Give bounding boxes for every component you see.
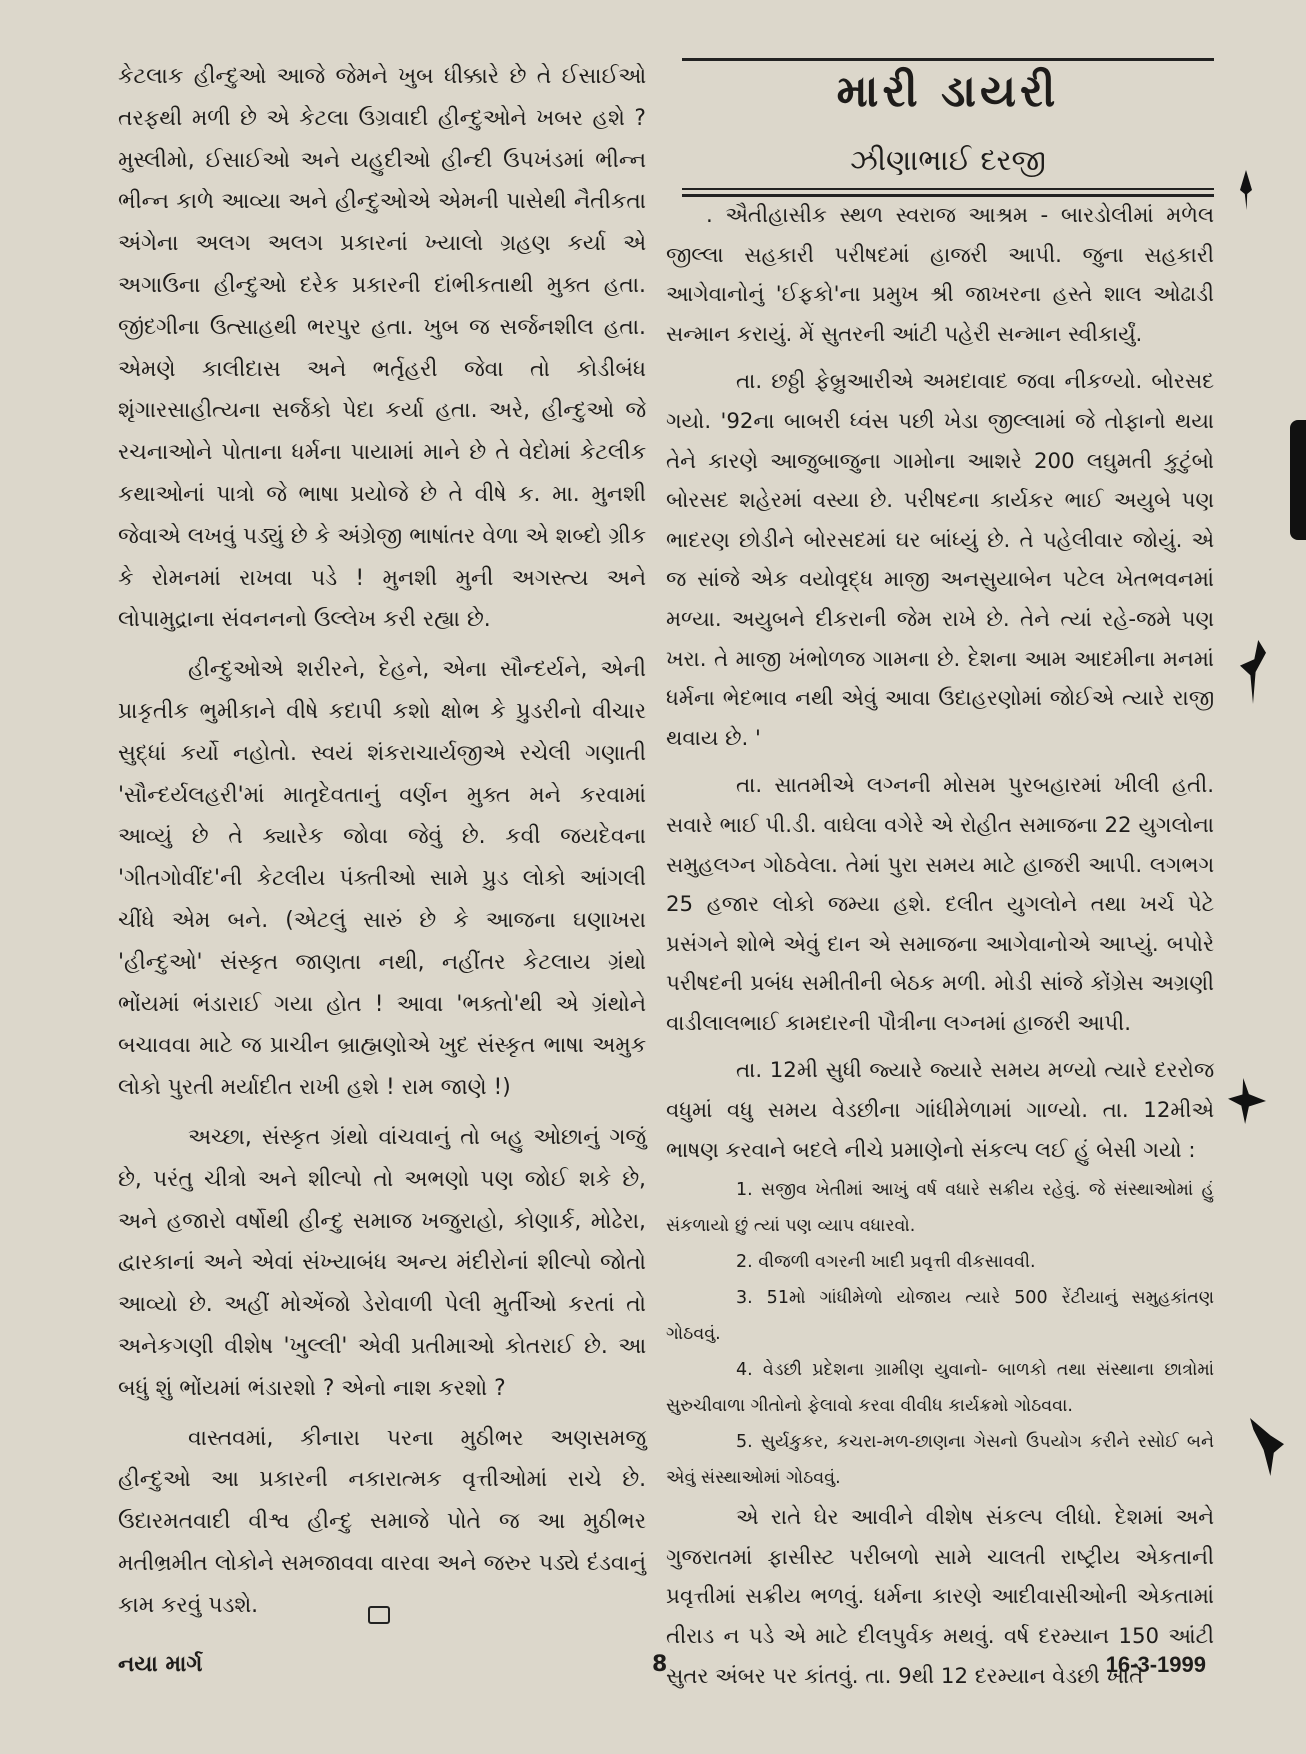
resolution-text: 4. વેડછી પ્રદેશના ગ્રામીણ યુવાનો- બાળકો તથા સંસ્થાના છાત્રોમાં સુરુચીવાળા ગીતોનો ફેલાવો કરવા વીવીધ કાર્યક્રમો ગોઠવવા. xyxy=(666,1360,1214,1417)
resolution-text: 3. 51મો ગાંધીમેળો યોજાય ત્યારે 500 રેંટીયાનું સમુહકાંતણ ગોઠવવું. xyxy=(666,1288,1214,1345)
diary-paragraph-1: . ઐતીહાસીક સ્થળ સ્વરાજ આશ્રમ - બારડોલીમાં મળેલ જીલ્લા સહકારી પરીષદમાં હાજરી આપી. જુના સહકારી આગેવાનોનું 'ઈફકો'ના પ્રમુખ શ્રી જાખરના હસ્તે શાલ ઓઢાડી સન્માન કરાયું. મેં સુતરની આંટી પહેરી સન્માન સ્વીકાર્યું. xyxy=(666,203,1214,347)
article-author: ઝીણાભાઈ દરજી xyxy=(850,143,1046,177)
edge-damage xyxy=(1290,420,1306,540)
resolution-item xyxy=(666,1352,1214,1424)
footer-page-number: 8 xyxy=(652,1652,668,1677)
footer-date: 16-3-1999 xyxy=(1105,1652,1206,1677)
article-end-mark xyxy=(368,1606,390,1624)
diary-paragraph-5: એ રાતે ઘેર આવીને વીશેષ સંકલ્પ લીધો. દેશમાં અને ગુજરાતમાં ફાસીસ્ટ પરીબળો સામે ચાલતી રાષ્ટ્રીય એકતાની પ્રવૃત્તીમાં સક્રીય ભળવું. ધર્મના કારણે આદીવાસીઓની એકતામાં તીરાડ ન પડે એ માટે દીલપુર્વક મથવું. વર્ષ દરમ્યાન 150 આંટી સુતર અંબર પર કાંતવું. તા. 9થી 12 દરમ્યાન વેડછી ખાતે xyxy=(666,1505,1214,1689)
header-rule-top xyxy=(682,58,1214,61)
left-paragraph-4: વાસ્તવમાં, કીનારા પરના મુઠીભર અણસમજુ હીન્દુઓ આ પ્રકારની નકારાત્મક વૃત્તીઓમાં રાચે છે. ઉદારમતવાદી વીશ્વ હીન્દુ સમાજે પોતે જ આ મુઠીભર મતીભ્રમીત લોકોને સમજાવવા વારવા અને જરુર પડ્યે દંડવાનું કામ કરવું પડશે. xyxy=(118,1425,646,1618)
right-column xyxy=(666,196,1214,1696)
resolution-item xyxy=(666,1172,1214,1244)
article-title: મારી ડાયરી xyxy=(836,66,1060,117)
left-column xyxy=(118,56,646,1626)
resolution-text: 1. સજીવ ખેતીમાં આખું વર્ષ વધારે સક્રીય રહેવું. જે સંસ્થાઓમાં હું સંકળાયો છું ત્યાં પણ વ્યાપ વધારવો. xyxy=(666,1180,1214,1237)
diary-paragraph-3: તા. સાતમીએ લગ્નની મોસમ પુરબહારમાં ખીલી હતી. સવારે ભાઈ પી.ડી. વાઘેલા વગેરે એ રોહીત સમાજના 22 યુગલોના સમુહલગ્ન ગોઠવેલા. તેમાં પુરા સમય માટે હાજરી આપી. લગભગ 25 હજાર લોકો જમ્યા હશે. દલીત યુગલોને તથા ખર્ચ પેટે પ્રસંગને શોભે એવું દાન એ સમાજના આગેવાનોએ આપ્યું. બપોરે પરીષદની પ્રબંધ સમીતીની બેઠક મળી. મોડી સાંજે કોંગ્રેસ અગ્રણી વાડીલાલભાઈ કામદારની પૌત્રીના લગ્નમાં હાજરી આપી. xyxy=(666,773,1214,1036)
resolution-text: 2. વીજળી વગરની ખાદી પ્રવૃત્તી વીકસાવવી. xyxy=(736,1252,1036,1273)
left-paragraph-2: હીન્દુઓએ શરીરને, દેહને, એના સૌન્દર્યને, એની પ્રાકૃતીક ભુમીકાને વીષે કદાપી કશો ક્ષોભ કે પ્રુડરીનો વીચાર સુદ્ધાં કર્યો નહોતો. સ્વયં શંકરાચાર્યજીએ રચેલી ગણાતી 'સૌન્દર્યલહરી'માં માતૃદેવતાનું વર્ણન મુક્ત મને કરવામાં આવ્યું છે તે ક્યારેક જોવા જેવું છે. કવી જયદેવના 'ગીતગોવીંદ'ની કેટલીય પંક્તીઓ સામે પ્રુડ લોકો આંગલી ચીંધે એમ બને. (એટલું સારું છે કે આજના ઘણાખરા 'હીન્દુઓ' સંસ્કૃત જાણતા નથી, નહીંતર કેટલાય ગ્રંથો ભોંયમાં ભંડારાઈ ગયા હોત ! આવા 'ભક્તો'થી એ ગ્રંથોને બચાવવા માટે જ પ્રાચીન બ્રાહ્મણોએ ખુદ સંસ્કૃત ભાષા અમુક લોકો પુરતી મર્યાદીત રાખી હશે ! રામ જાણે !) xyxy=(118,657,646,1101)
left-paragraph-3: અચ્છા, સંસ્કૃત ગ્રંથો વાંચવાનું તો બહુ ઓછાનું ગજું છે, પરંતુ ચીત્રો અને શીલ્પો તો અભણો પણ જોઈ શકે છે, અને હજારો વર્ષોથી હીન્દુ સમાજ ખજુરાહો, કોણાર્ક, મોઢેરા, દ્વારકાનાં અને એવાં સંખ્યાબંધ અન્ય મંદીરોનાં શીલ્પો જોતો આવ્યો છે. અહીં મોએંજો ડેરોવાળી પેલી મુર્તીઓ કરતાં તો અનેકગણી વીશેષ 'ખુલ્લી' એવી પ્રતીમાઓ કોતરાઈ છે. આ બધું શું ભોંયમાં ભંડારશો ? એનો નાશ કરશો ? xyxy=(118,1124,646,1401)
punch-hole-1 xyxy=(1240,170,1252,210)
diary-paragraph-4: તા. 12મી સુધી જ્યારે જ્યારે સમય મળ્યો ત્યારે દરરોજ વધુમાં વધુ સમય વેડછીના ગાંધીમેળામાં ગાળ્યો. તા. 12મીએ ભાષણ કરવાને બદલે નીચે પ્રમાણેનો સંકલ્પ લઈ હું બેસી ગયો : xyxy=(666,1058,1214,1163)
punch-hole-2 xyxy=(1240,640,1266,704)
resolution-text: 5. સુર્યકુકર, કચરા-મળ-છાણના ગેસનો ઉપયોગ કરીને રસોઈ બને એવું સંસ્થાઓમાં ગોઠવવું. xyxy=(666,1432,1214,1489)
resolution-item xyxy=(666,1424,1214,1496)
resolution-list xyxy=(666,1172,1214,1496)
header-rule-double-1 xyxy=(682,188,1214,190)
punch-hole-3 xyxy=(1228,1078,1266,1124)
diary-paragraph-2: તા. છઠ્ઠી ફેબ્રુઆરીએ અમદાવાદ જવા નીકળ્યો. બોરસદ ગયો. '92ના બાબરી ધ્વંસ પછી ખેડા જીલ્લામાં જે તોફાનો થયા તેને કારણે આજુબાજુના ગામોના આશરે 200 લઘુમતી કુટુંબો બોરસદ શહેરમાં વસ્યા છે. પરીષદના કાર્યકર ભાઈ અયુબે પણ ભાદરણ છોડીને બોરસદમાં ઘર બાંધ્યું છે. તે પહેલીવાર જોયું. એ જ સાંજે એક વયોવૃદ્ધ માજી અનસુયાબેન પટેલ ખેતભવનમાં મળ્યા. અયુબને દીકરાની જેમ રાખે છે. તેને ત્યાં રહે-જમે પણ ખરા. તે માજી ખંભોળજ ગામના છે. દેશના આમ આદમીના મનમાં ધર્મના ભેદભાવ નથી એવું આવા ઉદાહરણોમાં જોઈએ ત્યારે રાજી થવાય છે. ' xyxy=(666,369,1214,751)
footer-publication: નયા માર્ગ xyxy=(118,1652,203,1677)
punch-hole-4 xyxy=(1250,1418,1284,1476)
resolution-item xyxy=(666,1244,1214,1280)
resolution-item xyxy=(666,1280,1214,1352)
left-paragraph-1: કેટલાક હીન્દુઓ આજે જેમને ખુબ ધીક્કારે છે તે ઈસાઈઓ તરફથી મળી છે એ કેટલા ઉગ્રવાદી હીન્દુઓને ખબર હશે ? મુસ્લીમો, ઈસાઈઓ અને યહુદીઓ હીન્દી ઉપખંડમાં ભીન્ન ભીન્ન કાળે આવ્યા અને હીન્દુઓએ એમની પાસેથી નૈતીકતા અંગેના અલગ અલગ પ્રકારનાં ખ્યાલો ગ્રહણ કર્યા એ અગાઉના હીન્દુઓ દરેક પ્રકારની દાંભીકતાથી મુક્ત હતા. જીંદગીના ઉત્સાહથી ભરપુર હતા. ખુબ જ સર્જનશીલ હતા. એમણે કાલીદાસ અને ભર્તૃહરી જેવા તો કોડીબંધ શૃંગારસાહીત્યના સર્જકો પેદા કર્યા હતા. અરે, હીન્દુઓ જે રચનાઓને પોતાના ધર્મના પાયામાં માને છે તે વેદોમાં કેટલીક કથાઓનાં પાત્રો જે ભાષા પ્રયોજે છે તે વીષે ક. મા. મુનશી જેવાએ લખવું પડ્યું છે કે અંગ્રેજી ભાષાંતર વેળા એ શબ્દો ગ્રીક કે રોમનમાં રાખવા પડે ! મુનશી મુની અગસ્ત્ય અને લોપામુદ્રાના સંવનનનો ઉલ્લેખ કરી રહ્યા છે. xyxy=(118,64,646,633)
